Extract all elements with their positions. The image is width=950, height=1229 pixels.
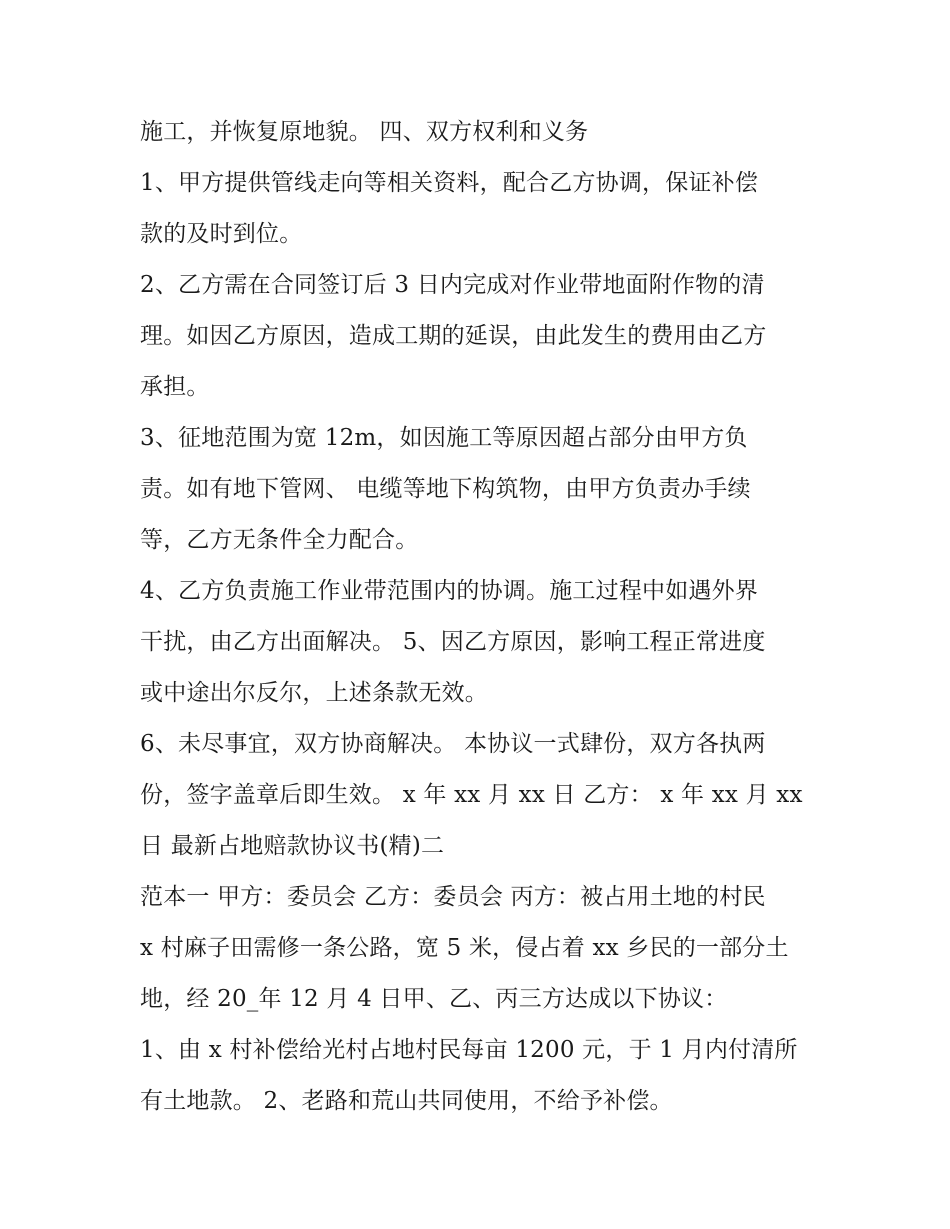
text-line: 份，签字盖章后即生效。 x 年 xx 月 xx 日 乙方： x 年 xx 月 xx	[140, 782, 803, 808]
text-line: 2、乙方需在合同签订后 3 日内完成对作业带地面附作物的清	[140, 272, 765, 298]
text-line: 理。如因乙方原因，造成工期的延误，由此发生的费用由乙方	[140, 323, 767, 349]
text-line: 承担。	[140, 374, 210, 400]
text-line: 6、未尽事宜，双方协商解决。 本协议一式肆份，双方各执两	[140, 731, 766, 757]
text-line: 等，乙方无条件全力配合。	[140, 527, 419, 553]
text-line: x 村麻子田需修一条公路，宽 5 米，侵占着 xx 乡民的一部分土	[140, 935, 789, 961]
text-line: 4、乙方负责施工作业带范围内的协调。施工过程中如遇外界	[140, 578, 759, 604]
text-line: 地，经 20_年 12 月 4 日甲、乙、丙三方达成以下协议：	[140, 986, 728, 1012]
text-line: 有土地款。 2、老路和荒山共同使用，不给予补偿。	[140, 1088, 673, 1114]
text-line: 责。如有地下管网、 电缆等地下构筑物，由甲方负责办手续	[140, 476, 751, 502]
text-line: 1、甲方提供管线走向等相关资料，配合乙方协调，保证补偿	[140, 170, 759, 196]
text-line: 3、征地范围为宽 12m，如因施工等原因超占部分由甲方负	[140, 425, 748, 451]
text-line: 1、由 x 村补偿给光村占地村民每亩 1200 元，于 1 月内付清所	[140, 1037, 798, 1063]
text-line: 范本一 甲方：委员会 乙方：委员会 丙方：被占用土地的村民	[140, 884, 766, 910]
text-line: 或中途出尔反尔，上述条款无效。	[140, 680, 488, 706]
text-line: 干扰，由乙方出面解决。 5、因乙方原因，影响工程正常进度	[140, 629, 766, 655]
text-line: 款的及时到位。	[140, 221, 303, 247]
text-line: 日 最新占地赔款协议书(精)二	[140, 833, 445, 859]
document-body	[140, 107, 840, 1127]
text-line: 施工，并恢复原地貌。 四、双方权利和义务	[140, 119, 589, 145]
